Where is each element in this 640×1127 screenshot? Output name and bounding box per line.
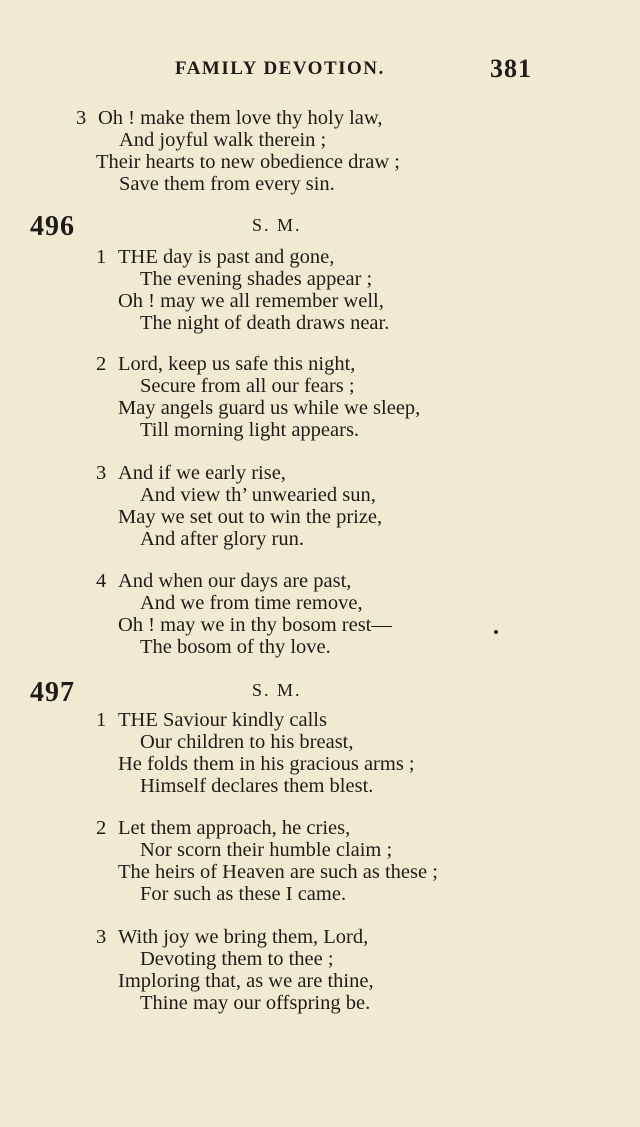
verse-line: Devoting them to thee ; (140, 948, 334, 970)
verse-line: THE Saviour kindly calls (118, 709, 327, 731)
verse-line: He folds them in his gracious arms ; (118, 753, 415, 775)
verse-line: And when our days are past, (118, 570, 352, 592)
verse-line: For such as these I came. (140, 883, 347, 905)
verse-number: 3 (96, 926, 107, 948)
verse-number: 2 (96, 817, 107, 839)
verse-number: 3 (76, 107, 87, 129)
page-number: 381 (490, 54, 532, 83)
verse-line: Secure from all our fears ; (140, 375, 355, 397)
verse-line: Oh ! may we in thy bosom rest— (118, 614, 392, 636)
verse-number: 4 (96, 570, 107, 592)
verse-line: Lord, keep us safe this night, (118, 353, 356, 375)
hymn-meter: S. M. (252, 215, 302, 235)
verse-line: The bosom of thy love. (140, 636, 331, 658)
verse-line: THE day is past and gone, (118, 246, 335, 268)
verse-line: Imploring that, as we are thine, (118, 970, 374, 992)
verse-number: 1 (96, 246, 107, 268)
hymn-number: 496 (30, 211, 75, 242)
verse-line: Our children to his breast, (140, 731, 354, 753)
verse-line: The night of death draws near. (140, 312, 390, 334)
verse-line: Till morning light appears. (140, 419, 360, 441)
verse-line: Save them from every sin. (119, 173, 335, 195)
verse-line: May we set out to win the prize, (118, 506, 383, 528)
verse-number: 3 (96, 462, 107, 484)
verse-line: And view th’ unwearied sun, (140, 484, 376, 506)
ink-speck (494, 630, 498, 634)
verse-line: Himself declares them blest. (140, 775, 374, 797)
verse-line: And joyful walk therein ; (119, 129, 327, 151)
verse-line: And after glory run. (140, 528, 304, 550)
verse-line: The evening shades appear ; (140, 268, 373, 290)
verse-number: 1 (96, 709, 107, 731)
running-header-title: FAMILY DEVOTION. (175, 58, 385, 79)
verse-line: Oh ! may we all remember well, (118, 290, 384, 312)
hymn-meter: S. M. (252, 680, 302, 700)
verse-number: 2 (96, 353, 107, 375)
verse-line: And if we early rise, (118, 462, 286, 484)
verse-line: The heirs of Heaven are such as these ; (118, 861, 438, 883)
verse-line: Let them approach, he cries, (118, 817, 351, 839)
verse-line: Nor scorn their humble claim ; (140, 839, 393, 861)
verse-line: With joy we bring them, Lord, (118, 926, 369, 948)
verse-line: Thine may our offspring be. (140, 992, 371, 1014)
verse-line: May angels guard us while we sleep, (118, 397, 421, 419)
verse-line: And we from time remove, (140, 592, 363, 614)
verse-line: Oh ! make them love thy holy law, (98, 107, 383, 129)
verse-line: Their hearts to new obedience draw ; (96, 151, 400, 173)
hymn-number: 497 (30, 677, 75, 708)
